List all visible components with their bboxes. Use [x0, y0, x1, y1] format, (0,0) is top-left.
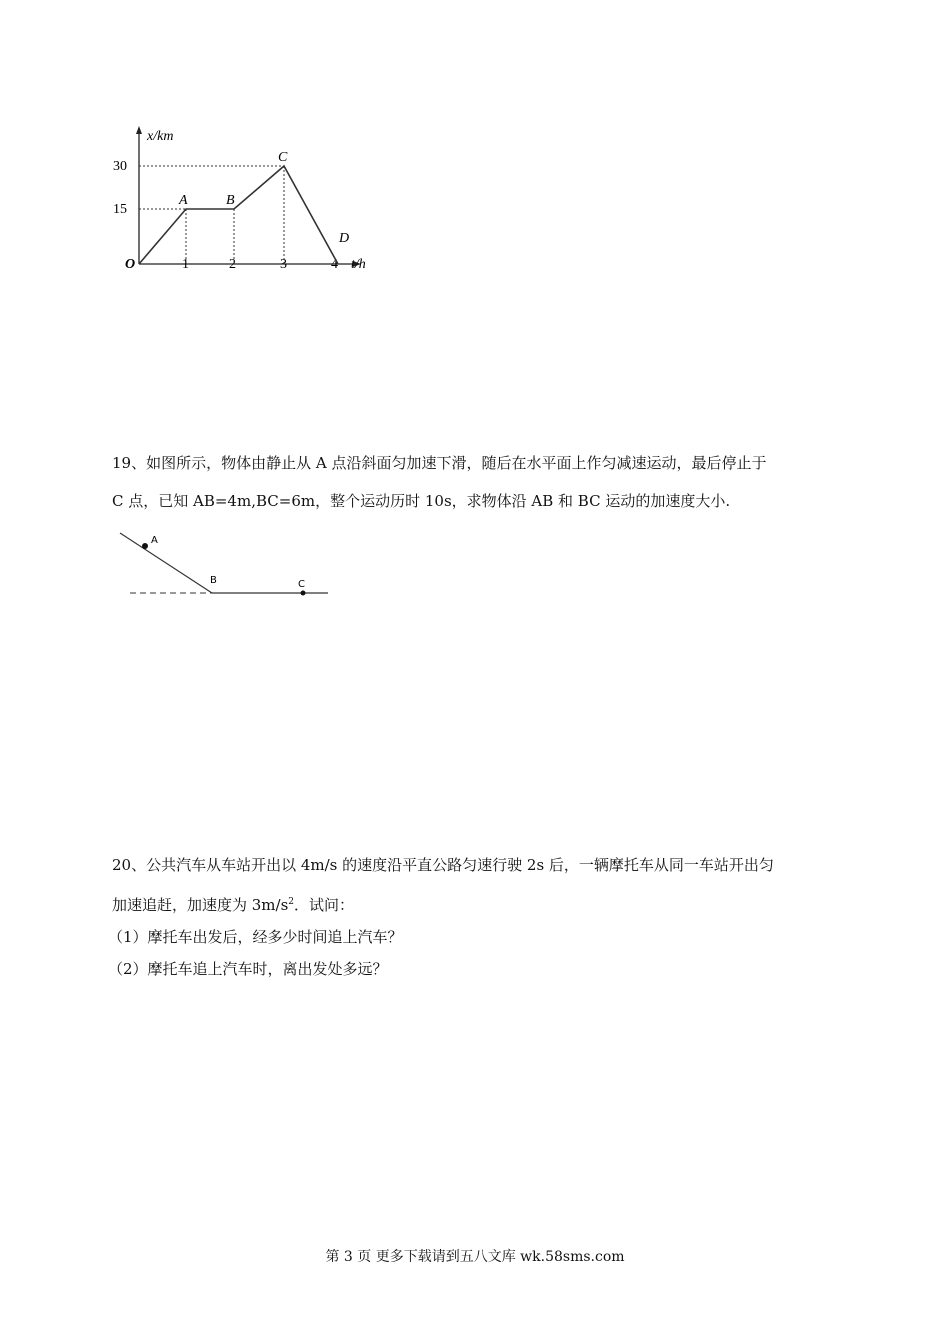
y-axis-arrow	[136, 126, 142, 134]
position-line	[139, 166, 338, 264]
q20-line1: 20、公共汽车从车站开出以 4m/s 的速度沿平直公路匀速行驶 2s 后，一辆摩托车从同一车站开出匀	[112, 856, 774, 874]
fig-label-c: C	[298, 579, 305, 590]
x-tick-3: 3	[280, 257, 287, 272]
y-axis-label: x/km	[147, 129, 174, 144]
slope-line	[120, 533, 212, 593]
page-footer: 第 3 页 更多下载请到五八文库 wk.58sms.com	[325, 1249, 625, 1265]
q20-line2-end: ．试问：	[294, 896, 355, 914]
point-d-label: D	[339, 231, 350, 246]
y-tick-15: 15	[113, 202, 127, 217]
q19-line1: 19、如图所示，物体由静止从 A 点沿斜面匀加速下滑，随后在水平面上作匀减速运动，最后停止于	[112, 454, 767, 472]
point-a-label: A	[179, 193, 188, 208]
q20-line2-main: 加速追赶，加速度为 3m/s	[112, 896, 289, 914]
position-time-graph	[105, 118, 395, 278]
x-tick-2: 2	[229, 257, 236, 272]
origin-label: O	[125, 257, 136, 272]
q20-sub2: （2）摩托车追上汽车时，离出发处多远？	[108, 960, 388, 978]
fig-label-b: B	[210, 575, 217, 586]
point-c-dot	[301, 591, 306, 596]
x-axis-label: t/h	[351, 257, 366, 272]
point-c-label: C	[278, 150, 288, 165]
incline-figure	[112, 525, 342, 605]
q20-line2	[112, 891, 354, 916]
point-b-label: B	[226, 193, 235, 208]
x-tick-1: 1	[182, 257, 189, 272]
q19-line2: C 点，已知 AB=4m,BC=6m，整个运动历时 10s，求物体沿 AB 和 BC 运动的加速度大小.	[112, 492, 731, 510]
x-tick-4: 4	[331, 257, 338, 272]
fig-label-a: A	[151, 535, 158, 546]
y-tick-30: 30	[113, 159, 127, 174]
object-a-dot	[142, 543, 148, 549]
q20-line2-sup: 2	[288, 897, 295, 907]
q20-sub1: （1）摩托车出发后，经多少时间追上汽车？	[108, 928, 403, 946]
